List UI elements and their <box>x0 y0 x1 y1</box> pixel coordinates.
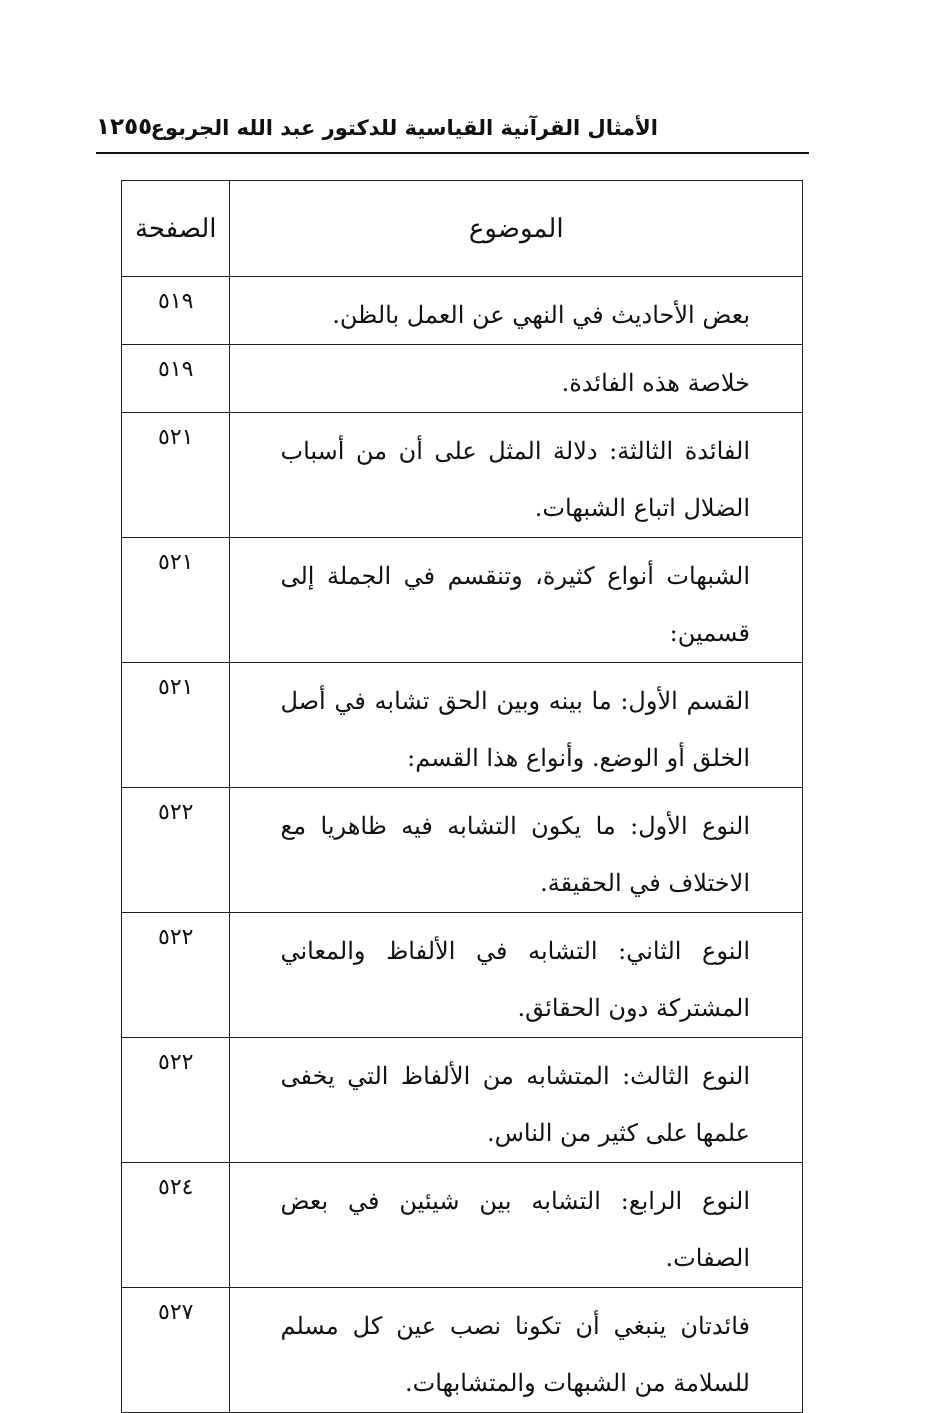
table-row <box>122 345 803 413</box>
page-cell: ٥٢٧ <box>122 1288 230 1413</box>
table-row <box>122 413 803 538</box>
topic-cell: خلاصة هذه الفائدة. <box>230 345 803 413</box>
page-cell: ٥٢٢ <box>122 788 230 913</box>
table-row <box>122 913 803 1038</box>
topic-cell: فائدتان ينبغي أن تكونا نصب عين كل مسلم للسلامة من الشبهات والمتشابهات. <box>230 1288 803 1413</box>
topic-cell: الفائدة الثالثة: دلالة المثل على أن من أسباب الضلال اتباع الشبهات. <box>230 413 803 538</box>
table-row <box>122 788 803 913</box>
table-row <box>122 538 803 663</box>
page-cell: ٥٢١ <box>122 413 230 538</box>
table-header-row <box>122 181 803 277</box>
topic-cell: النوع الأول: ما يكون التشابه فيه ظاهريا مع الاختلاف في الحقيقة. <box>230 788 803 913</box>
page-column-header: الصفحة <box>122 181 230 277</box>
page-number: ١٢٥٥ <box>96 114 153 140</box>
table-row <box>122 1288 803 1413</box>
topic-cell: النوع الرابع: التشابه بين شيئين في بعض الصفات. <box>230 1163 803 1288</box>
book-title: الأمثال القرآنية القياسية للدكتور عبد الله الجربوع <box>150 116 658 140</box>
topic-cell: النوع الثاني: التشابه في الألفاظ والمعاني المشتركة دون الحقائق. <box>230 913 803 1038</box>
page-cell: ٥٢١ <box>122 538 230 663</box>
topic-cell: النوع الثالث: المتشابه من الألفاظ التي يخفى علمها على كثير من الناس. <box>230 1038 803 1163</box>
topic-cell: بعض الأحاديث في النهي عن العمل بالظن. <box>230 277 803 345</box>
topic-cell: الشبهات أنواع كثيرة، وتنقسم في الجملة إلى قسمين: <box>230 538 803 663</box>
table-row <box>122 663 803 788</box>
topic-cell: القسم الأول: ما بينه وبين الحق تشابه في أصل الخلق أو الوضع. وأنواع هذا القسم: <box>230 663 803 788</box>
topic-column-header: الموضوع <box>230 181 803 277</box>
contents-table <box>121 180 803 1413</box>
header-divider <box>96 152 809 154</box>
table-row <box>122 277 803 345</box>
page-cell: ٥٢٢ <box>122 913 230 1038</box>
running-header <box>96 110 808 154</box>
page-cell: ٥٢١ <box>122 663 230 788</box>
page-cell: ٥٢٢ <box>122 1038 230 1163</box>
page-cell: ٥٢٤ <box>122 1163 230 1288</box>
table-row <box>122 1038 803 1163</box>
table-row <box>122 1163 803 1288</box>
page-cell: ٥١٩ <box>122 277 230 345</box>
page-cell: ٥١٩ <box>122 345 230 413</box>
